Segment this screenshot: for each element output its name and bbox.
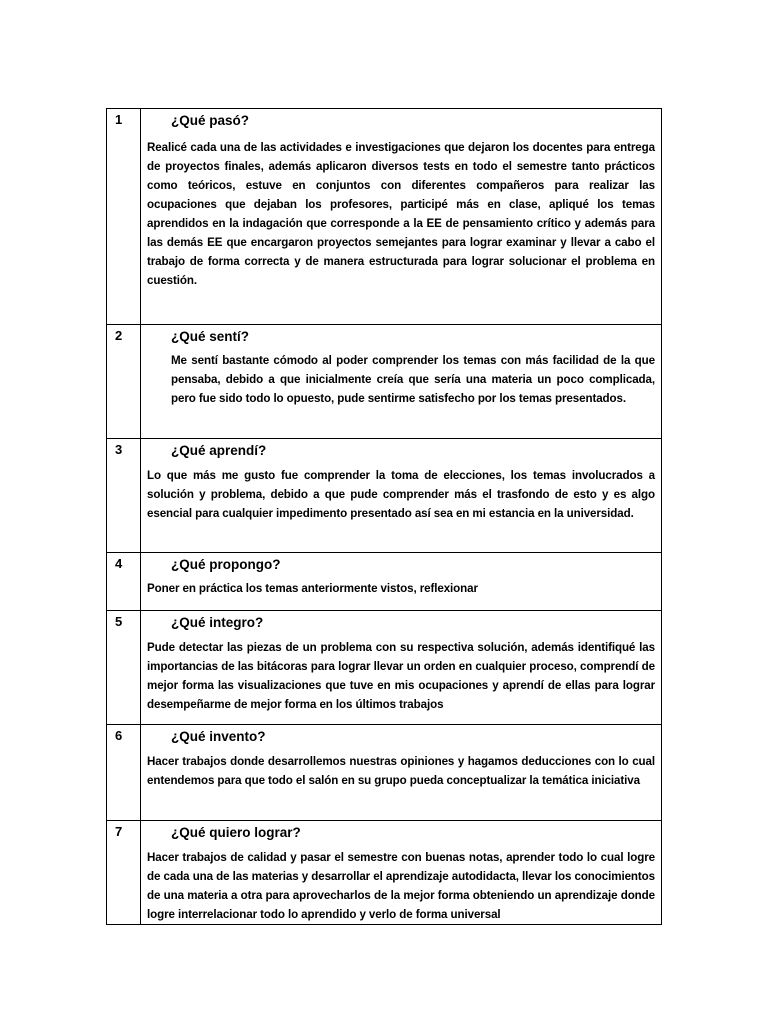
- answer-text: Poner en práctica los temas anteriormente vistos, reflexionar: [147, 582, 478, 595]
- row-content: [141, 611, 662, 725]
- table-row: [107, 325, 662, 439]
- question-heading: ¿Qué quiero lograr?: [171, 825, 301, 840]
- table-row: [107, 553, 662, 611]
- row-number: 1: [107, 109, 141, 325]
- row-content: [141, 109, 662, 325]
- row-content: [141, 553, 662, 611]
- question-heading: ¿Qué sentí?: [171, 329, 250, 344]
- row-number: 7: [107, 821, 141, 925]
- table-row: [107, 821, 662, 925]
- row-content: [141, 439, 662, 553]
- question-heading: ¿Qué integro?: [171, 615, 264, 630]
- row-content: [141, 725, 662, 821]
- table-row: [107, 611, 662, 725]
- answer-text: Pude detectar las piezas de un problema con su respectiva solución, además identifiqué las importancias de las bitácoras para lograr llevar un orden en cualquier proceso, comprendí de mejor forma las visualizaciones que tuve en mis ocupaciones y aprendí de ellas para lograr desempeñarme de mejor forma en los últimos trabajos: [147, 641, 655, 711]
- row-number: 3: [107, 439, 141, 553]
- answer-text: Me sentí bastante cómodo al poder comprender los temas con más facilidad de la que pensaba, debido a que inicialmente creía que sería una materia un poco complicada, pero fue sido todo lo opuesto, pude sentirme satisfecho por los temas presentados.: [171, 354, 655, 405]
- row-content: [141, 821, 662, 925]
- reflection-table: [106, 108, 662, 925]
- row-number: 5: [107, 611, 141, 725]
- row-number: 4: [107, 553, 141, 611]
- question-heading: ¿Qué invento?: [171, 729, 266, 744]
- answer-text: Hacer trabajos donde desarrollemos nuestras opiniones y hagamos deducciones con lo cual entendemos para que todo el salón en su grupo pueda conceptualizar la temática iniciativa: [147, 755, 655, 787]
- table-row: [107, 109, 662, 325]
- question-heading: ¿Qué pasó?: [171, 113, 250, 128]
- question-heading: ¿Qué aprendí?: [171, 443, 267, 458]
- row-number: 6: [107, 725, 141, 821]
- table-row: [107, 439, 662, 553]
- row-content: [141, 325, 662, 439]
- row-number: 2: [107, 325, 141, 439]
- answer-text: Realicé cada una de las actividades e investigaciones que dejaron los docentes para entrega de proyectos finales, además aplicaron diversos tests en todo el semestre tanto prácticos como teóricos, estuve en conjuntos con diferentes compañeros para realizar las ocupaciones que dejaban los profesores, participé más en clase, apliqué los temas aprendidos en la indagación que corresponde a la EE de pensamiento crítico y además para las demás EE que encargaron proyectos semejantes para lograr examinar y llevar a cabo el trabajo de forma correcta y de manera estructurada para lograr solucionar el problema en cuestión.: [147, 141, 655, 287]
- table-row: [107, 725, 662, 821]
- question-heading: ¿Qué propongo?: [171, 557, 281, 572]
- answer-text: Hacer trabajos de calidad y pasar el semestre con buenas notas, aprender todo lo cual logre de cada una de las materias y desarrollar el aprendizaje autodidacta, llevar los conocimientos de una materia a otra para aprovecharlos de la mejor forma obteniendo un aprendizaje donde logre interrelacionar todo lo aprendido y verlo de forma universal: [147, 851, 655, 921]
- answer-text: Lo que más me gusto fue comprender la toma de elecciones, los temas involucrados a solución y problema, debido a que pude comprender más el trasfondo de esto y es algo esencial para cualquier impedimento presentado así sea en mi estancia en la universidad.: [147, 469, 655, 520]
